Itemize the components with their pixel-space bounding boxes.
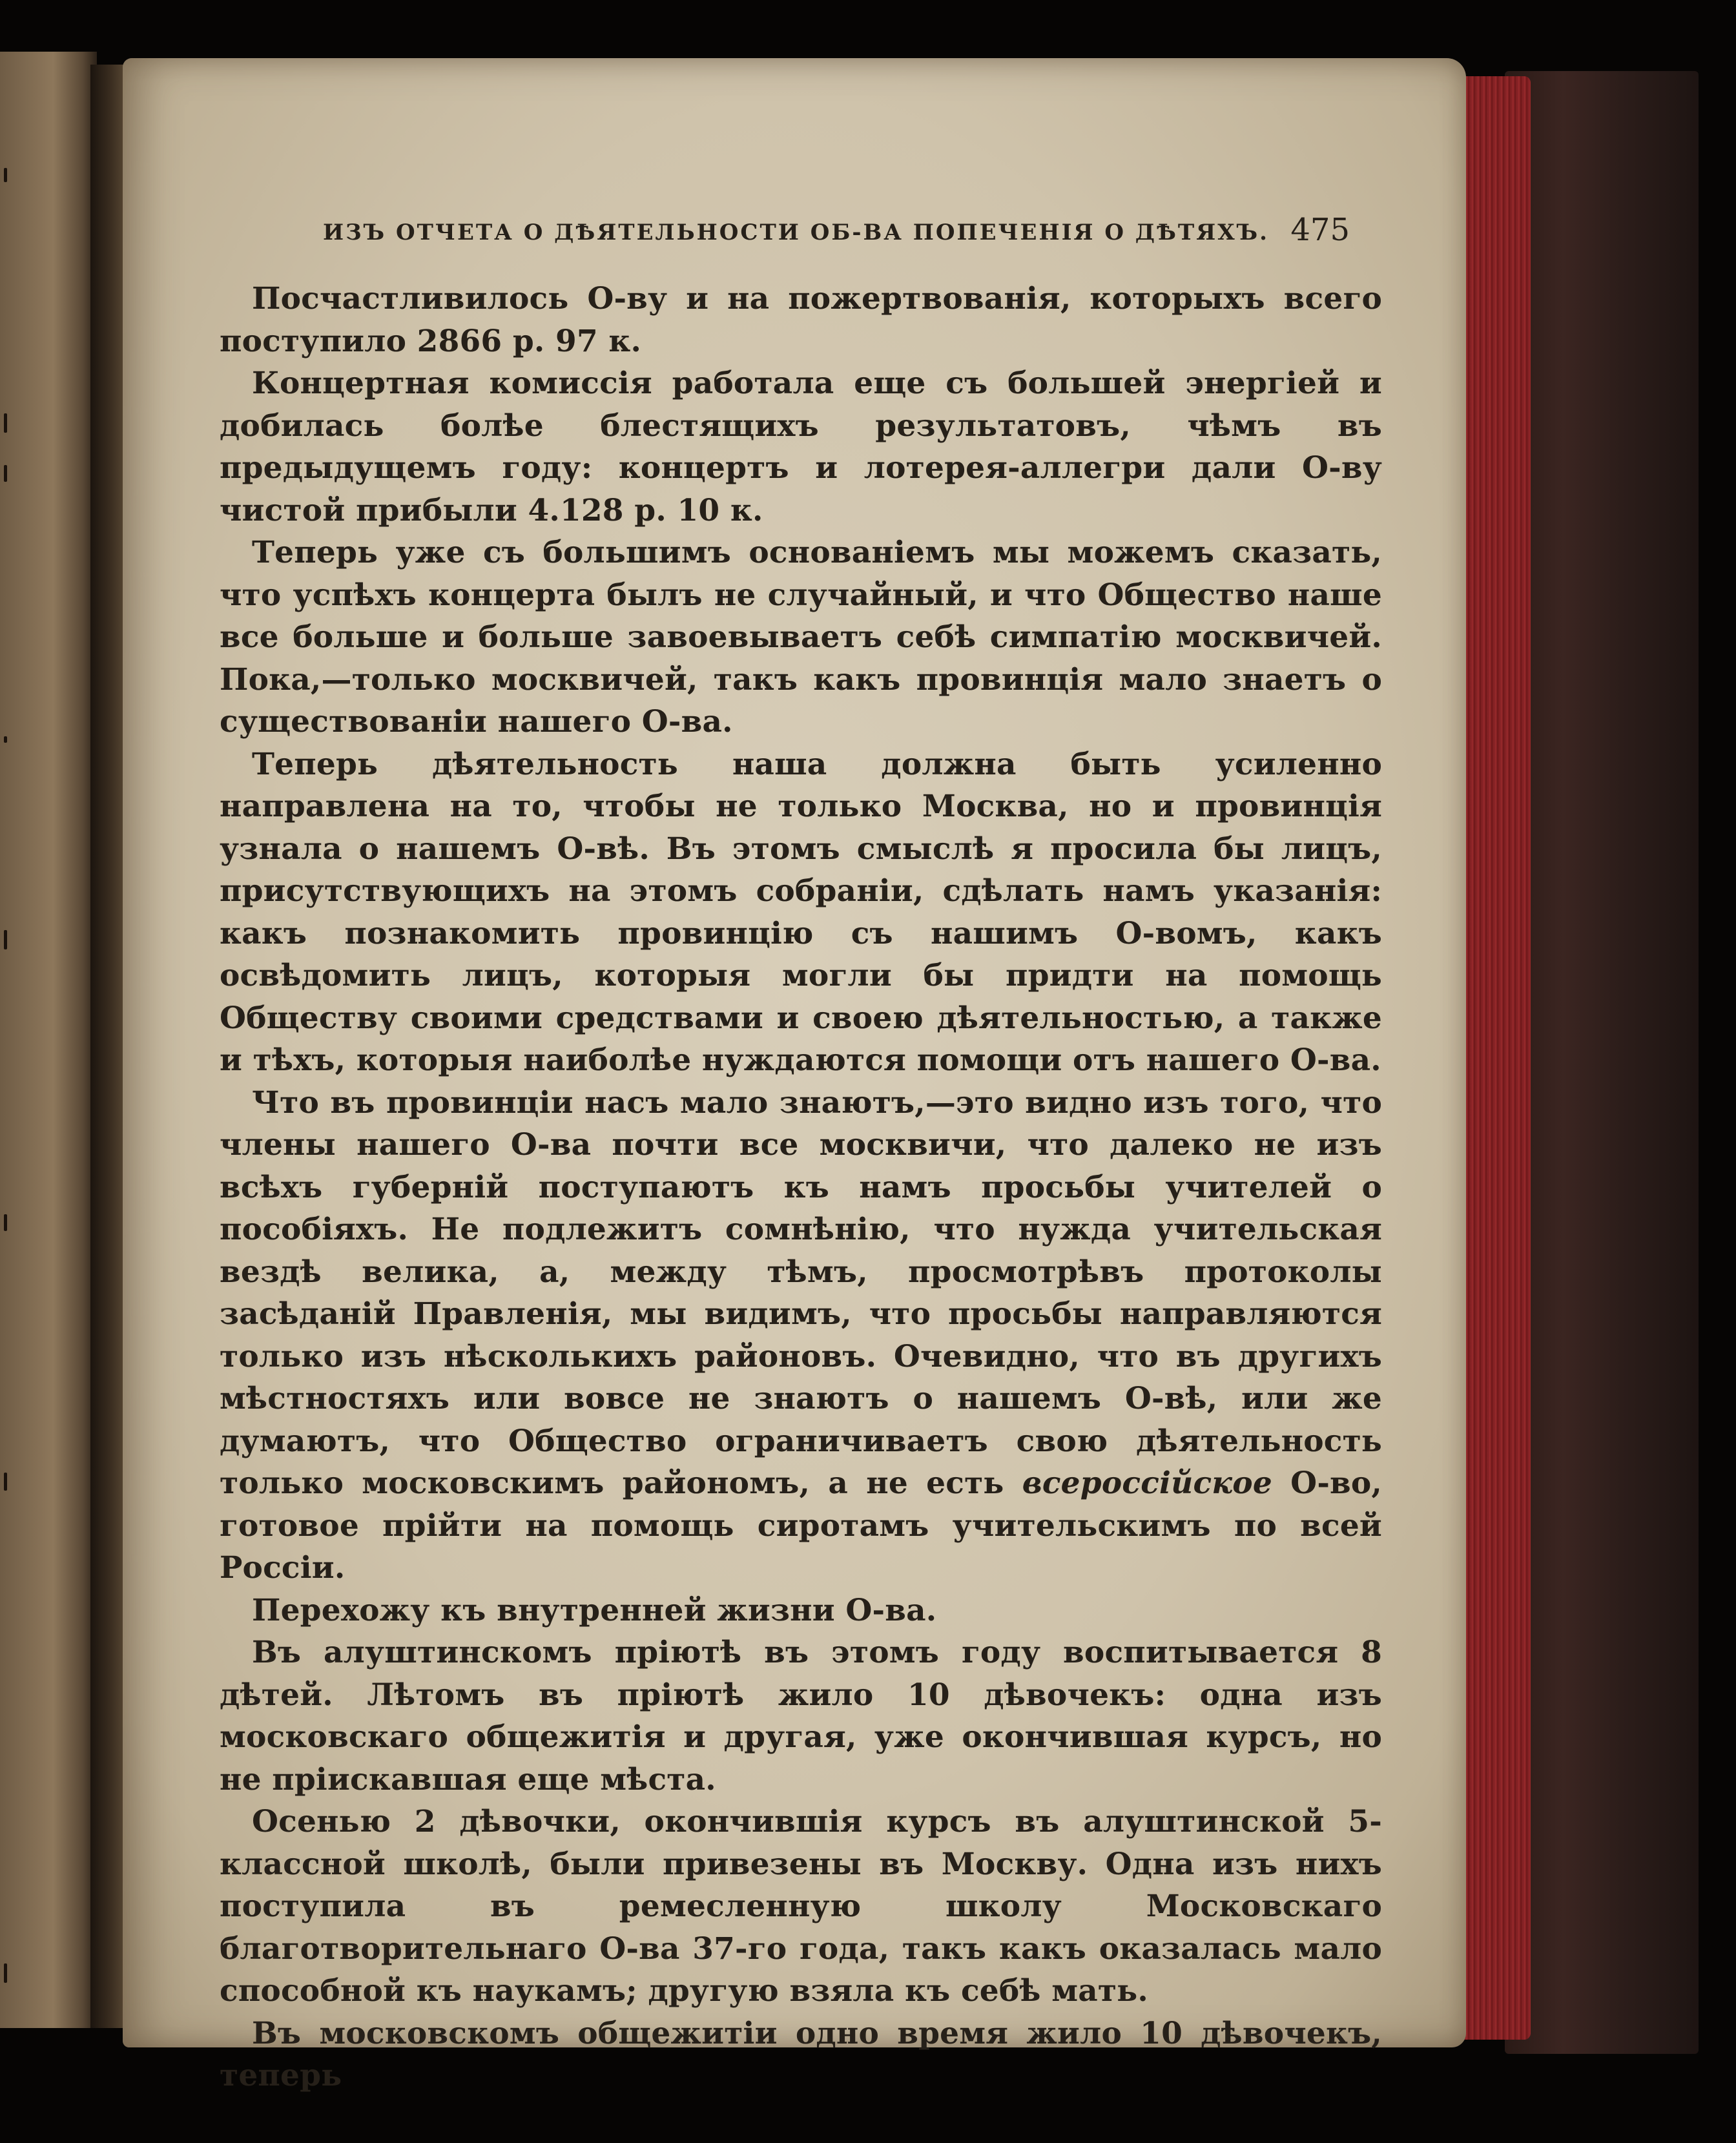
paragraph-text: Что въ провинціи насъ мало знаютъ,—это видно изъ того, что члены нашего О-ва почти все москвичи, что далеко не изъ всѣхъ губерній поступаютъ къ намъ просьбы учителей о пособіяхъ. Не подлежитъ сомнѣнію, что нужда учительская вездѣ велика, а, между тѣмъ, просмотрѣвъ протоколы засѣданій Правленія, мы видимъ, что просьбы направляются только изъ нѣсколькихъ районовъ. Очевидно, что въ другихъ мѣстностяхъ или вовсе не знаютъ о нашемъ О-вѣ, или же думаютъ, что Общество ограничиваетъ свою дѣятельность только московскимъ райономъ, а не есть bbox=[220, 1084, 1382, 1501]
book-cover bbox=[1505, 71, 1699, 2054]
margin-mark bbox=[4, 736, 7, 743]
margin-mark bbox=[4, 168, 7, 182]
page-number: 475 bbox=[1290, 212, 1350, 248]
paragraph: Перехожу къ внутренней жизни О-ва. bbox=[252, 1592, 937, 1628]
margin-mark bbox=[4, 930, 7, 949]
paragraph: Осенью 2 дѣвочки, окончившія курсъ въ алуштинской 5-классной школѣ, были привезены въ Москву. Одна изъ нихъ поступила въ ремесленную школу Московскаго благотворительнаго О-ва 37-го года, такъ какъ оказалась мало способной къ наукамъ; другую взяла къ себѣ мать. bbox=[220, 1804, 1382, 2009]
margin-mark bbox=[4, 413, 7, 433]
paragraph: Въ московскомъ общежитіи одно время жило 10 дѣвочекъ, теперь bbox=[220, 2015, 1382, 2093]
margin-mark bbox=[4, 465, 7, 482]
left-page-edge bbox=[0, 52, 97, 2028]
page-content bbox=[220, 212, 1382, 2097]
margin-mark bbox=[4, 1963, 7, 1983]
paragraph: Въ алуштинскомъ пріютѣ въ этомъ году воспитывается 8 дѣтей. Лѣтомъ въ пріютѣ жило 10 дѣвочекъ: одна изъ московскаго общежитія и другая, уже окончившая курсъ, но не пріискавшая еще мѣста. bbox=[220, 1635, 1382, 1797]
running-head bbox=[220, 212, 1382, 278]
margin-mark bbox=[4, 1473, 7, 1491]
paragraph: Посчастливилось О-ву и на пожертвованія, которыхъ всего поступило 2866 р. 97 к. bbox=[220, 281, 1382, 359]
margin-mark bbox=[4, 1214, 7, 1231]
paragraph-text: О-во, готовое прійти на помощь сиротамъ учительскимъ по всей Россіи. bbox=[220, 1465, 1382, 1586]
italic-word: всероссійское bbox=[1022, 1465, 1272, 1501]
running-title: ИЗЪ ОТЧЕТА О ДѢЯТЕЛЬНОСТИ ОБ-ВА ПОПЕЧЕНІЯ О ДѢТЯХЪ. bbox=[323, 220, 1269, 245]
paragraph: Теперь уже съ большимъ основаніемъ мы можемъ сказать, что успѣхъ концерта былъ не случайный, и что Общество наше все больше и больше завоевываетъ себѣ симпатію москвичей. Пока,—только москвичей, такъ какъ провинція мало знаетъ о существованіи нашего О-ва. bbox=[220, 535, 1382, 740]
book-page bbox=[123, 58, 1466, 2093]
paragraph: Концертная комиссія работала еще съ большей энергіей и добилась болѣе блестящихъ результатовъ, чѣмъ въ предыдущемъ году: концертъ и лотерея-аллегри дали О-ву чистой прибыли 4.128 р. 10 к. bbox=[220, 366, 1382, 528]
paragraph: Теперь дѣятельность наша должна быть усиленно направлена на то, чтобы не только Москва, но и провинція узнала о нашемъ О-вѣ. Въ этомъ смыслѣ я просила бы лицъ, присутствующихъ на этомъ собраніи, сдѣлать намъ указанія: какъ познакомить провинцію съ нашимъ О-вомъ, какъ освѣдомить лицъ, которыя могли бы придти на помощь Обществу своими средствами и своею дѣятельностью, а также и тѣхъ, которыя наиболѣе нуждаются помощи отъ нашего О-ва. bbox=[220, 746, 1382, 1078]
paragraph bbox=[220, 1082, 1382, 1589]
